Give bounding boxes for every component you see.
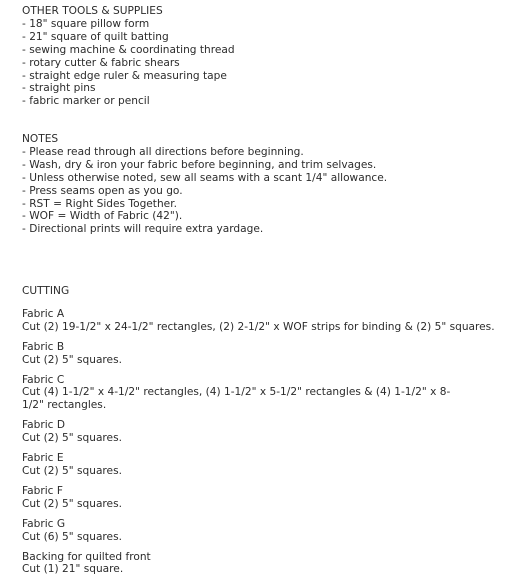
fabric-instruction: Cut (2) 5" squares. — [22, 432, 122, 445]
fabric-block-b — [22, 341, 512, 367]
fabric-name: Backing for quilted front — [22, 550, 151, 563]
fabric-name: Fabric C — [22, 373, 65, 386]
fabric-block-f — [22, 485, 512, 511]
notes-heading: NOTES — [22, 133, 59, 145]
list-item: - sewing machine & coordinating thread — [22, 43, 235, 56]
list-item: - Wash, dry & iron your fabric before beginning, and trim selvages. — [22, 158, 377, 171]
fabric-instruction: Cut (1) 21" square. — [22, 563, 124, 576]
fabric-name: Fabric B — [22, 340, 65, 353]
fabric-instruction: Cut (6) 5" squares. — [22, 530, 122, 543]
list-item: - Directional prints will require extra yardage. — [22, 223, 264, 236]
fabric-block-e — [22, 452, 512, 478]
cutting-section — [22, 285, 512, 583]
cutting-list — [22, 308, 512, 576]
fabric-name: Fabric G — [22, 517, 66, 530]
list-item: - Press seams open as you go. — [22, 184, 183, 197]
fabric-instruction: Cut (2) 5" squares. — [22, 497, 122, 510]
cutting-heading: CUTTING — [22, 285, 70, 297]
fabric-block-d — [22, 419, 512, 445]
list-item: - 21" square of quilt batting — [22, 30, 169, 43]
list-item: - fabric marker or pencil — [22, 95, 150, 108]
tools-supplies-list — [22, 18, 512, 108]
fabric-name: Fabric D — [22, 419, 65, 432]
list-item: - Please read through all directions before beginning. — [22, 145, 304, 158]
fabric-block-c — [22, 374, 512, 413]
fabric-block-a — [22, 308, 512, 334]
tools-supplies-section — [22, 5, 512, 108]
fabric-instruction: Cut (2) 5" squares. — [22, 464, 122, 477]
fabric-instruction: Cut (4) 1-1/2" x 4-1/2" rectangles, (4) 1-1/2" x 5-1/2" rectangles & (4) 1-1/2" x 8-1/2" rectangles. — [22, 386, 451, 412]
fabric-name: Fabric A — [22, 307, 65, 320]
list-item: - Unless otherwise noted, sew all seams with a scant 1/4" allowance. — [22, 171, 388, 184]
tools-supplies-heading: OTHER TOOLS & SUPPLIES — [22, 5, 163, 17]
list-item: - straight edge ruler & measuring tape — [22, 69, 227, 82]
notes-list — [22, 146, 512, 236]
fabric-instruction: Cut (2) 5" squares. — [22, 353, 122, 366]
fabric-instruction: Cut (2) 19-1/2" x 24-1/2" rectangles, (2) 2-1/2" x WOF strips for binding & (2) 5" squares. — [22, 320, 495, 333]
fabric-block-g — [22, 518, 512, 544]
list-item: - straight pins — [22, 82, 96, 95]
fabric-name: Fabric F — [22, 484, 63, 497]
notes-section — [22, 133, 512, 236]
list-item: - RST = Right Sides Together. — [22, 197, 177, 210]
list-item: - 18" square pillow form — [22, 17, 150, 30]
fabric-block-backing — [22, 551, 512, 577]
fabric-name: Fabric E — [22, 452, 64, 465]
list-item: - rotary cutter & fabric shears — [22, 56, 180, 69]
list-item: - WOF = Width of Fabric (42"). — [22, 210, 183, 223]
